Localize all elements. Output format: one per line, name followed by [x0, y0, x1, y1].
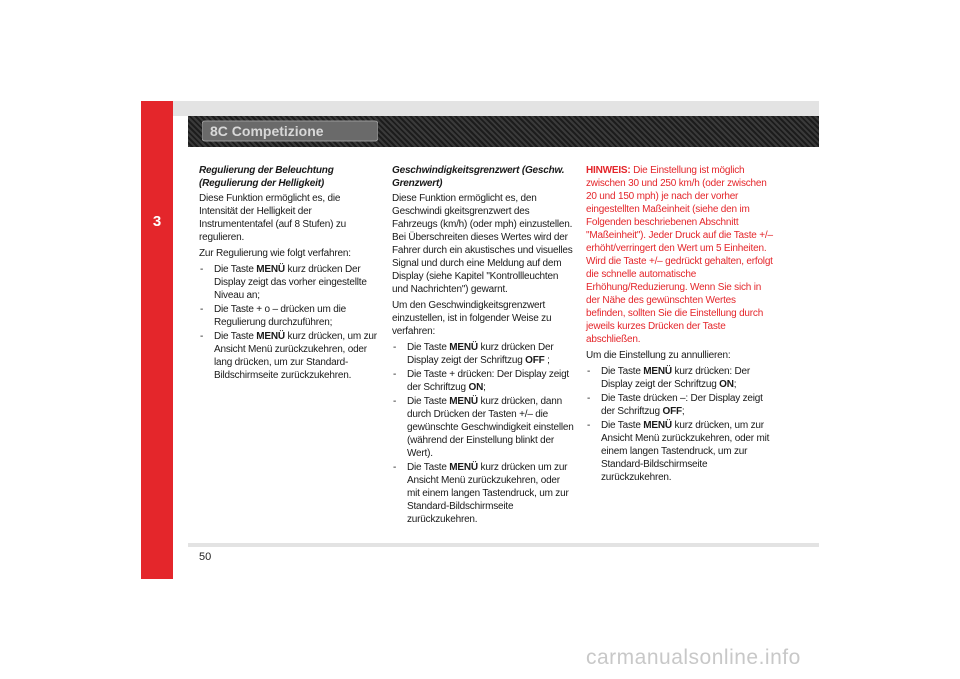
watermark: carmanualsonline.info — [586, 646, 801, 669]
top-gray-bar — [173, 101, 819, 116]
list-item: - Die Taste MENÜ kurz drücken Der Display zeigt das vorher eingestellte Niveau an; — [200, 264, 367, 301]
column-speed-limit — [392, 164, 574, 528]
cancel-steps — [586, 365, 774, 484]
column-lighting — [199, 164, 379, 384]
cancel-procedure-intro: Um die Einstellung zu annullieren: — [586, 350, 731, 361]
lighting-procedure-intro: Zur Regulierung wie folgt verfahren: — [199, 248, 351, 259]
list-item: - Die Taste + o – drücken um die Regulierung durchzuführen; — [200, 304, 346, 328]
note-paragraph — [586, 164, 774, 346]
list-item: - Die Taste + drücken: Der Display zeigt der Schriftzug ON; — [393, 369, 570, 393]
8c-competizione-logo — [202, 120, 378, 142]
note-text: Die Einstellung ist möglich zwischen 30 und 250 km/h (oder zwischen 20 und 150 mph) je nach der vorher eingestellten Maßeinheit (siehe den im Folgenden beschriebenen Abschnitt "Maßeinheit"). Jeder Druck auf die Taste +/– erhöht/verringert den Wert um 5 Einheiten. Wird die Taste +/– gedrückt gehalten, erfolgt die schnelle automatische Erhöhung/Reduzierung. Wenn Sie sich in der Nähe des gewünschten Wertes befinden, sollten Sie die Einstellung durch jeweils kurzes Drücken der Taste abschließen. — [586, 165, 773, 345]
lighting-description: Diese Funktion ermöglicht es, die Intensität der Helligkeit der Instrumententafel (auf 8 Stufen) zu regulieren. — [199, 193, 346, 243]
header-banner — [188, 116, 819, 147]
list-item: - Die Taste MENÜ kurz drücken, um zur Ansicht Menü zurückzukehren, oder lang drücken, um zur Standard-Bildschirmseite zurückzukehren. — [200, 331, 377, 381]
list-item: - Die Taste drücken –: Der Display zeigt der Schriftzug OFF; — [587, 393, 763, 417]
section-heading-speed-limit: Geschwindigkeitsgrenzwert (Geschw. Grenzwert) — [392, 165, 565, 189]
lighting-steps — [199, 263, 379, 382]
list-item: - Die Taste MENÜ kurz drücken, dann durch Drücken der Tasten +/– die gewünschte Geschwindigkeit einstellen (während der Einstellung blinkt der Wert). — [393, 396, 574, 459]
list-item: - Die Taste MENÜ kurz drücken: Der Display zeigt der Schriftzug ON; — [587, 366, 751, 390]
section-heading-lighting: Regulierung der Beleuchtung (Regulierung der Helligkeit) — [199, 165, 334, 189]
list-item: - Die Taste MENÜ kurz drücken um zur Ansicht Menü zurückzukehren, oder mit einem langen Tastendruck, um zur Standard-Bildschirmseite zurückzukehren. — [393, 462, 569, 525]
chapter-sidebar — [141, 101, 173, 579]
speed-limit-description: Diese Funktion ermöglicht es, den Geschwindi gkeitsgrenzwert des Fahrzeugs (km/h) (oder mph) einzustellen. Bei Überschreiten dieses Wertes wird der Fahrer durch ein akustisches und visuelles Signal und durch eine Meldung auf dem Display (siehe Kapitel "Kontrollleuchten und Nachrichten") gewarnt. — [392, 193, 573, 295]
speed-limit-procedure-intro: Um den Geschwindigkeitsgrenzwert einzustellen, ist in folgender Weise zu verfahren: — [392, 300, 552, 337]
chapter-number: 3 — [152, 213, 162, 230]
note-label: HINWEIS: — [586, 165, 631, 176]
page-number: 50 — [199, 551, 212, 563]
column-note — [586, 164, 774, 486]
speed-limit-steps — [392, 341, 574, 526]
list-item: - Die Taste MENÜ kurz drücken Der Display zeigt der Schriftzug OFF ; — [393, 342, 554, 366]
list-item: - Die Taste MENÜ kurz drücken, um zur Ansicht Menü zurückzukehren, oder mit einem langen Tastendruck, um zur Standard-Bildschirmseite zurückzukehren. — [587, 420, 770, 483]
bottom-gray-line — [188, 543, 819, 547]
logo-text: 8C Competizione — [210, 123, 324, 139]
